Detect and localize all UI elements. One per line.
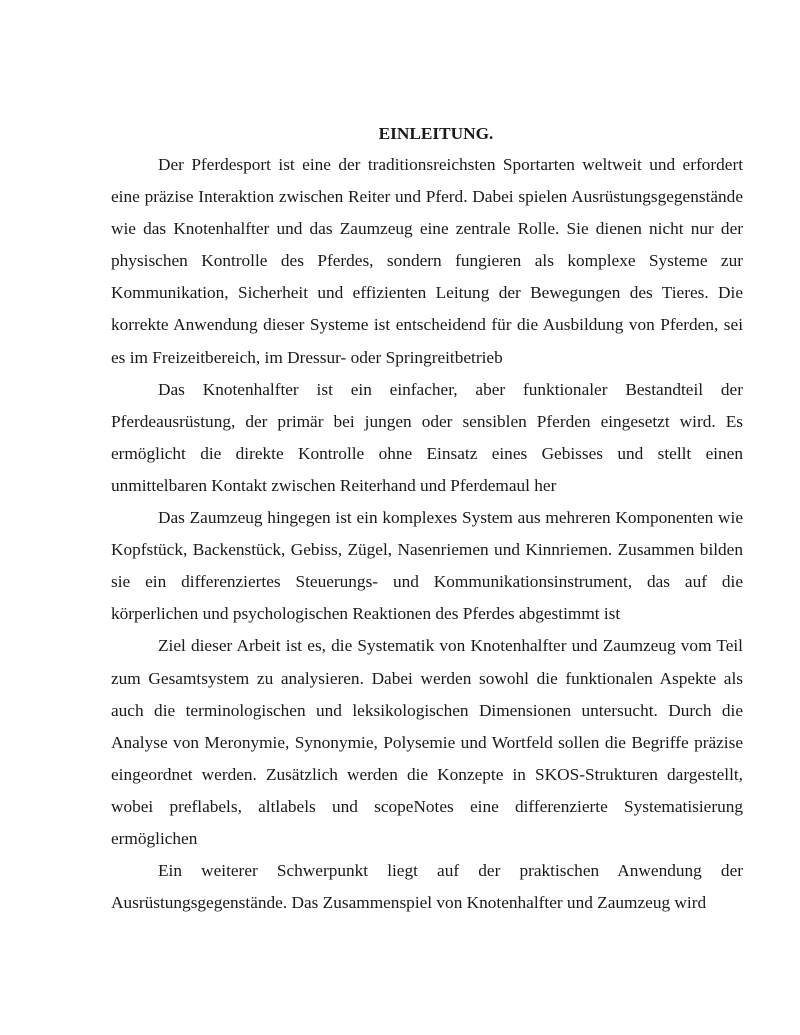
- paragraph-knotenhalfter: Das Knotenhalfter ist ein einfacher, aber funktionaler Bestandteil der Pferdeausrüstung, der primär bei jungen oder sensiblen Pferden eingesetzt wird. Es ermöglicht die direkte Kontrolle ohne Einsatz eines Gebisses und stellt einen unmittelbaren Kontakt zwischen Reiterhand und Pferdemaul her: [111, 379, 743, 495]
- paragraph-introduction: Der Pferdesport ist eine der traditionsreichsten Sportarten weltweit und erfordert eine präzise Interaktion zwischen Reiter und Pferd. Dabei spielen Ausrüstungsgegenstände wie das Knotenhalfter und das Zaumzeug eine zentrale Rolle. Sie dienen nicht nur der physischen Kontrolle des Pferdes, sondern fungieren als komplexe Systeme zur Kommunikation, Sicherheit und effizienten Leitung der Bewegungen des Tieres. Die korrekte Anwendung dieser Systeme ist entscheidend für die Ausbildung von Pferden, sei es im Freizeitbereich, im Dressur- oder Springreitbetrieb: [111, 155, 743, 367]
- paragraph-ziel: Ziel dieser Arbeit ist es, die Systematik von Knotenhalfter und Zaumzeug vom Teil zum Gesamtsystem zu analysieren. Dabei werden sowohl die funktionalen Aspekte als auch die terminologischen und leksikologischen Dimensionen untersucht. Durch die Analyse von Meronymie, Synonymie, Polysemie und Wortfeld sollen die Begriffe präzise eingeordnet werden. Zusätzlich werden die Konzepte in SKOS-Strukturen dargestellt, wobei preflabels, altlabels und scopeNotes eine differenzierte Systematisierung ermöglichen: [111, 636, 743, 848]
- page-title: EINLEITUNG.: [378, 124, 494, 143]
- paragraph-zaumzeug: Das Zaumzeug hingegen ist ein komplexes System aus mehreren Komponenten wie Kopfstück, Backenstück, Gebiss, Zügel, Nasenriemen und Kinnriemen. Zusammen bilden sie ein differenziertes Steuerungs- und Kommunikationsinstrument, das auf die körperlichen und psychologischen Reaktionen des Pferdes abgestimmt ist: [111, 508, 743, 624]
- paragraph-schwerpunkt: Ein weiterer Schwerpunkt liegt auf der praktischen Anwendung der Ausrüstungsgegenstände. Das Zusammenspiel von Knotenhalfter und Zaumzeug wird: [111, 861, 743, 913]
- document-body: [111, 119, 743, 919]
